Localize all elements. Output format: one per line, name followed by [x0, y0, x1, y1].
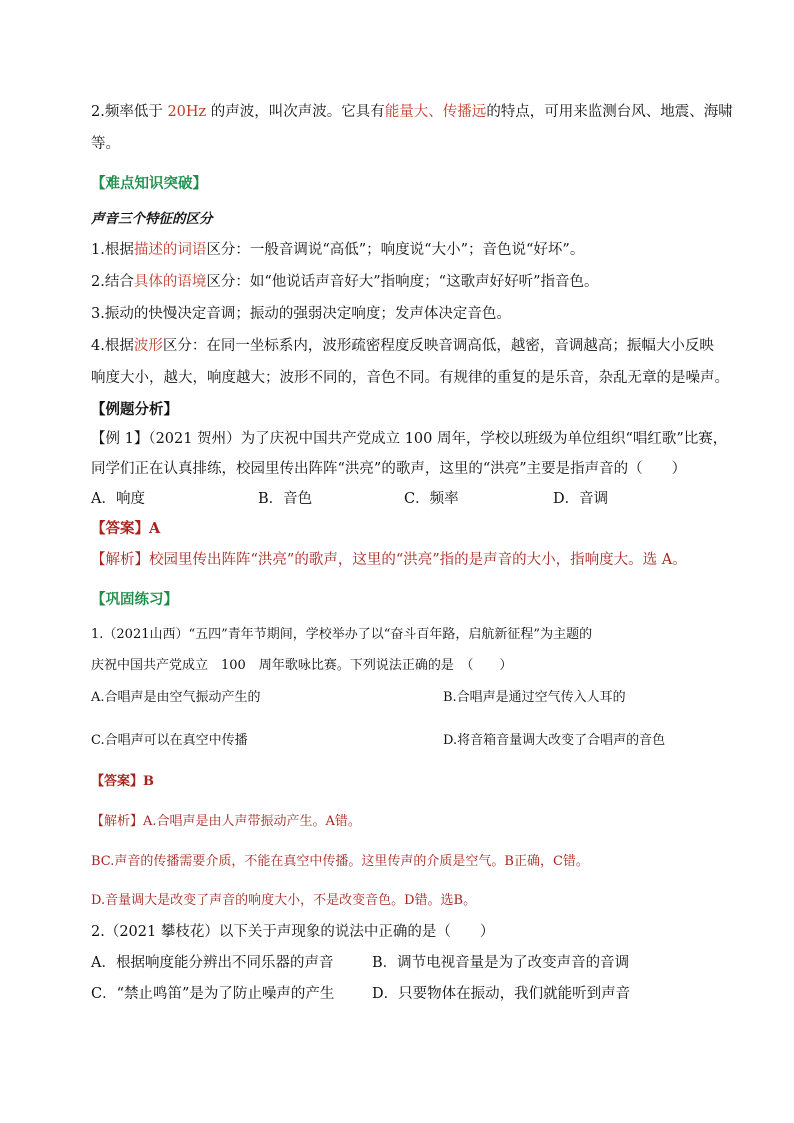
- practice-1-analysis-1: 【解析】A.合唱声是由人声带振动产生。A错。: [91, 814, 361, 829]
- practice-1-line-2: 庆祝中国共产党成立 100 周年歌咏比赛。下列说法正确的是 （ ）: [91, 658, 513, 673]
- practice-2-line-1: 2.（2021 攀枝花）以下关于声现象的说法中正确的是（ ）: [91, 924, 495, 940]
- q2-line-2: 等。: [91, 136, 120, 152]
- practice-1-answer: 【答案】B: [91, 774, 154, 789]
- text-segment: 2.结合: [91, 274, 134, 290]
- highlight-features: 能量大、传播远: [384, 104, 487, 120]
- practice-2-option-c: C．“禁止鸣笛”是为了防止噪声的产生: [91, 986, 335, 1002]
- practice-1-option-c: C.合唱声可以在真空中传播: [91, 733, 248, 748]
- example-1-option-c: C．频率: [404, 491, 459, 507]
- subtitle-sound-features: 声音三个特征的区分: [91, 211, 213, 227]
- difficulty-item-4-line-1: [91, 334, 714, 355]
- q2-line-1: [91, 100, 733, 121]
- practice-1-option-d: D.将音箱音量调大改变了合唱声的音色: [443, 733, 666, 748]
- difficulty-item-1: [91, 238, 584, 259]
- example-1-option-b: B．音色: [258, 491, 313, 507]
- difficulty-item-3: 3.振动的快慢决定音调；振动的强弱决定响度；发声体决定音色。: [91, 306, 511, 322]
- practice-2-option-a: A．根据响度能分辨出不同乐器的声音: [91, 955, 334, 971]
- example-1-option-d: D．音调: [553, 491, 609, 507]
- example-1-line-1: 【例 1】（2021 贺州）为了庆祝中国共产党成立 100 周年，学校以班级为单位组织“唱红歌”比赛，: [91, 431, 728, 447]
- text-segment: 2.频率低于: [91, 104, 168, 120]
- text-segment: 区分：如“他说话声音好大”指响度；“这歌声好好听”指音色。: [206, 274, 599, 290]
- text-segment: 的声波，叫次声波。它具有: [206, 104, 385, 120]
- practice-2-option-b: B．调节电视音量是为了改变声音的音调: [372, 955, 630, 971]
- highlight-describe-words: 描述的词语: [133, 242, 207, 258]
- practice-1-analysis-2: BC.声音的传播需要介质，不能在真空中传播。这里传声的介质是空气。B正确，C错。: [91, 854, 589, 869]
- highlight-waveform: 波形: [133, 338, 163, 354]
- text-segment: 1.根据: [91, 242, 134, 258]
- practice-1-line-1: 1.（2021山西）“五四”青年节期间，学校举办了以“奋斗百年路，启航新征程”为主题的: [91, 627, 593, 642]
- section-difficulty-heading: 【难点知识突破】: [91, 175, 207, 192]
- example-1-line-2: 同学们正在认真排练，校园里传出阵阵“洪亮”的歌声，这里的“洪亮”主要是指声音的（ ）: [91, 461, 687, 477]
- practice-1-analysis-3: D.音量调大是改变了声音的响度大小，不是改变音色。D错。选B。: [91, 893, 477, 908]
- difficulty-item-2: [91, 270, 599, 291]
- example-1-option-a: A．响度: [91, 491, 145, 507]
- example-1-answer: 【答案】A: [91, 520, 161, 537]
- section-practice-heading: 【巩固练习】: [91, 591, 178, 608]
- text-segment: 的特点，可用来监测台风、地震、海啸: [486, 104, 733, 120]
- practice-1-option-a: A.合唱声是由空气振动产生的: [91, 690, 261, 705]
- highlight-context: 具体的语境: [133, 274, 207, 290]
- text-segment: 区分：一般音调说“高低”；响度说“大小”；音色说“好坏”。: [206, 242, 585, 258]
- example-1-analysis: 【解析】校园里传出阵阵“洪亮”的歌声，这里的“洪亮”指的是声音的大小，指响度大。选 A。: [91, 552, 687, 568]
- text-segment: 区分：在同一坐标系内，波形疏密程度反映音调高低，越密，音调越高；振幅大小反映: [162, 338, 714, 354]
- highlight-20hz: 20Hz: [167, 104, 207, 120]
- section-example-heading: 【例题分析】: [91, 401, 178, 418]
- difficulty-item-4-line-2: 响度大小，越大，响度越大；波形不同的，音色不同。有规律的重复的是乐音，杂乱无章的是噪声。: [91, 370, 729, 386]
- text-segment: 4.根据: [91, 338, 134, 354]
- practice-2-option-d: D．只要物体在振动，我们就能听到声音: [372, 986, 631, 1002]
- practice-1-option-b: B.合唱声是通过空气传入人耳的: [443, 690, 626, 705]
